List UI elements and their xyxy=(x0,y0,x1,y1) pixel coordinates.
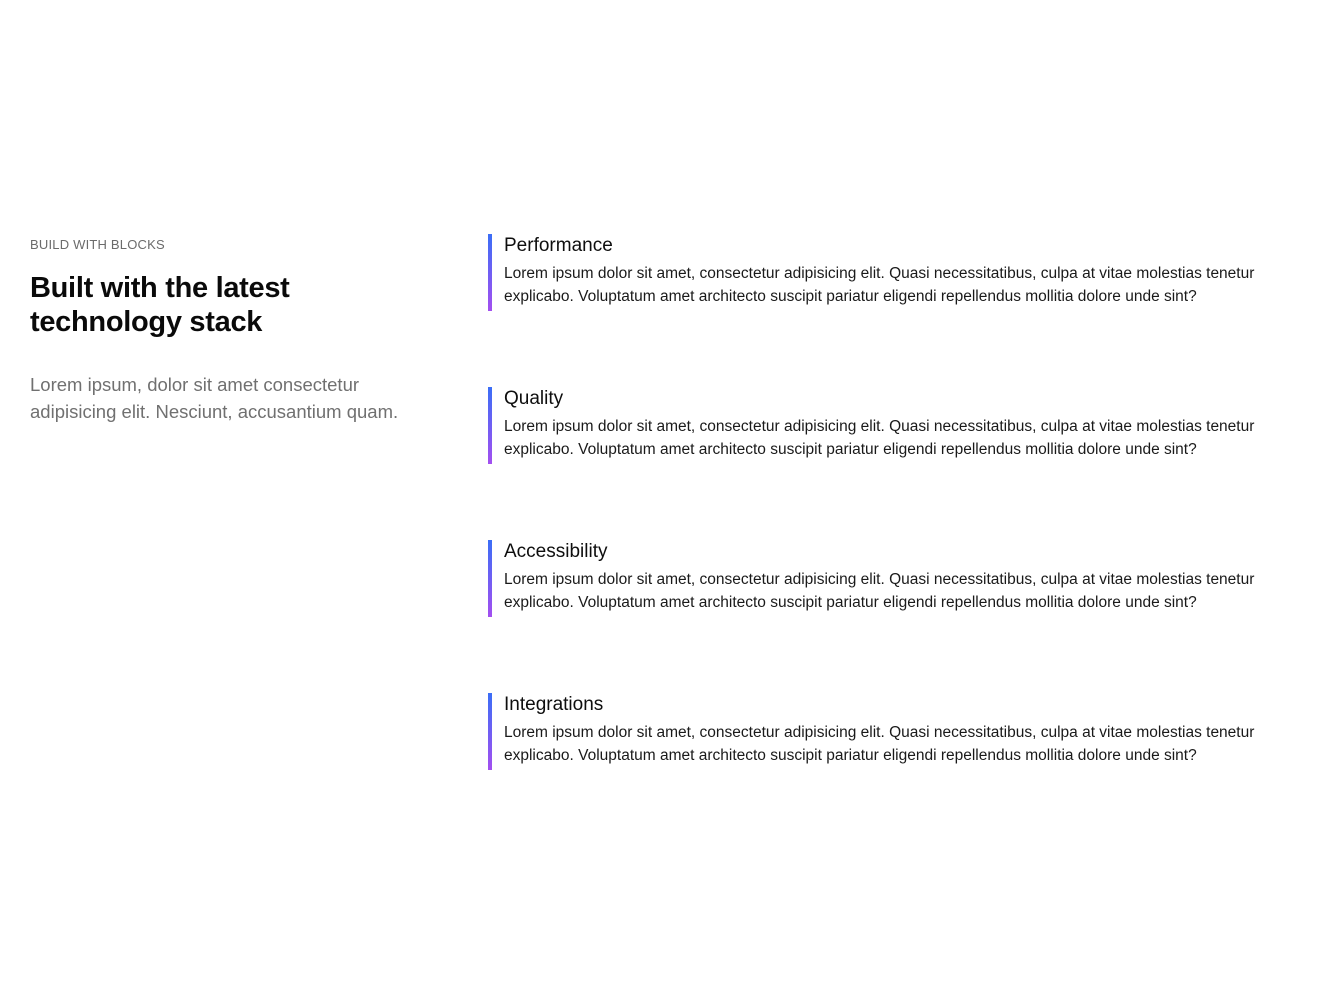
accent-bar xyxy=(488,234,492,311)
feature-description: Lorem ipsum dolor sit amet, consectetur adipisicing elit. Quasi necessitatibus, culpa at vitae molestias tenetur explicabo. Voluptatum amet architecto suscipit pariatur eligendi repellendus mollitia dolore unde sint? xyxy=(504,418,1255,458)
hero-section xyxy=(30,236,430,425)
eyebrow-label: BUILD WITH BLOCKS xyxy=(30,237,165,252)
feature-description: Lorem ipsum dolor sit amet, consectetur adipisicing elit. Quasi necessitatibus, culpa at vitae molestias tenetur explicabo. Voluptatum amet architecto suscipit pariatur eligendi repellendus mollitia dolore unde sint? xyxy=(504,265,1255,305)
feature-description: Lorem ipsum dolor sit amet, consectetur adipisicing elit. Quasi necessitatibus, culpa at vitae molestias tenetur explicabo. Voluptatum amet architecto suscipit pariatur eligendi repellendus mollitia dolore unde sint? xyxy=(504,571,1255,611)
accent-bar xyxy=(488,693,492,770)
feature-title: Performance xyxy=(504,235,613,256)
title-line-2: technology stack xyxy=(30,306,263,338)
feature-quality xyxy=(488,387,1308,464)
feature-title: Accessibility xyxy=(504,541,608,562)
title-line-1: Built with the latest xyxy=(30,272,290,304)
feature-title: Quality xyxy=(504,388,564,409)
feature-title: Integrations xyxy=(504,694,604,715)
feature-accessibility xyxy=(488,540,1308,617)
lead-text: Lorem ipsum, dolor sit amet consectetur adipisicing elit. Nesciunt, accusantium quam. xyxy=(30,374,399,422)
feature-performance xyxy=(488,234,1308,311)
feature-integrations xyxy=(488,693,1308,770)
page-title xyxy=(30,271,430,339)
features-list xyxy=(488,233,1308,846)
feature-description: Lorem ipsum dolor sit amet, consectetur adipisicing elit. Quasi necessitatibus, culpa at vitae molestias tenetur explicabo. Voluptatum amet architecto suscipit pariatur eligendi repellendus mollitia dolore unde sint? xyxy=(504,724,1255,764)
accent-bar xyxy=(488,387,492,464)
accent-bar xyxy=(488,540,492,617)
